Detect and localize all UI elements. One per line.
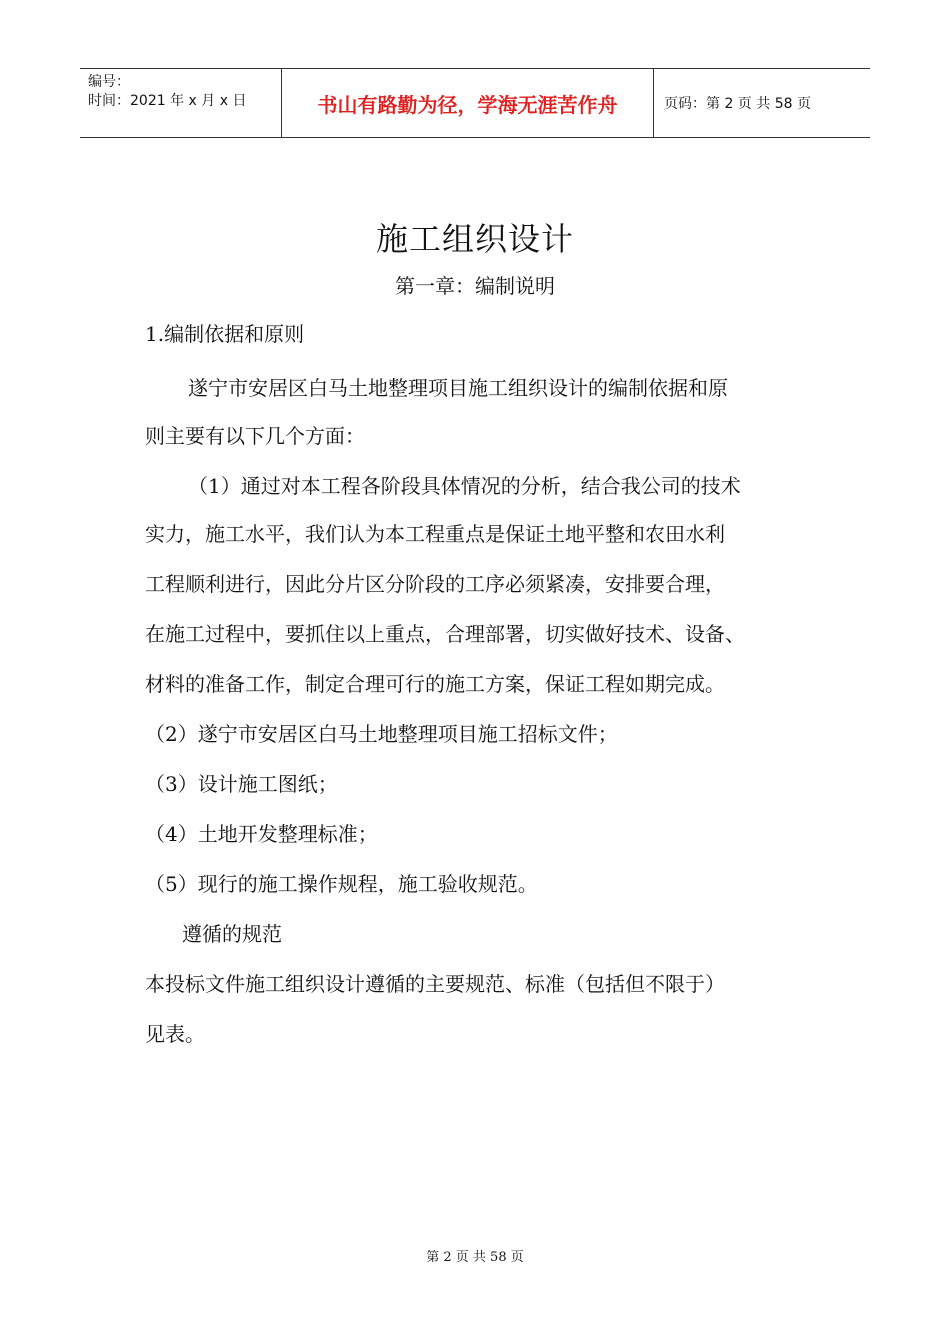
body-line: （1）通过对本工程各阶段具体情况的分析，结合我公司的技术 (188, 474, 741, 498)
body-line: 本投标文件施工组织设计遵循的主要规范、标准（包括但不限于） (145, 972, 725, 996)
section-heading: 1.编制依据和原则 (145, 322, 305, 346)
document-number-label: 编号： (88, 74, 130, 90)
document-time-label: 时间：2021 年 x 月 x 日 (88, 93, 247, 109)
body-line: 材料的准备工作，制定合理可行的施工方案，保证工程如期完成。 (145, 672, 725, 696)
body-line: 遂宁市安居区白马土地整理项目施工组织设计的编制依据和原 (188, 376, 728, 400)
subsection-heading: 遵循的规范 (182, 922, 282, 946)
body-line: 工程顺利进行，因此分片区分阶段的工序必须紧凑，安排要合理， (145, 572, 725, 596)
list-item: （2）遂宁市安居区白马土地整理项目施工招标文件； (145, 722, 618, 746)
page-header-table (80, 68, 870, 138)
document-title: 施工组织设计 (375, 220, 574, 258)
chapter-heading: 第一章：编制说明 (395, 274, 555, 298)
body-line: 实力，施工水平，我们认为本工程重点是保证土地平整和农田水利 (145, 522, 725, 546)
header-page-info: 页码：第 2 页 共 58 页 (664, 96, 811, 112)
header-meta-cell (80, 69, 282, 137)
body-line: 见表。 (145, 1022, 205, 1046)
body-line: 在施工过程中，要抓住以上重点，合理部署，切实做好技术、设备、 (145, 622, 745, 646)
page-footer: 第 2 页 共 58 页 (426, 1250, 524, 1265)
header-motto: 书山有路勤为径，学海无涯苦作舟 (282, 69, 654, 137)
list-item: （4）土地开发整理标准； (145, 822, 378, 846)
body-line: 则主要有以下几个方面： (145, 424, 365, 448)
list-item: （5）现行的施工操作规程，施工验收规范。 (145, 872, 538, 896)
list-item: （3）设计施工图纸； (145, 772, 338, 796)
